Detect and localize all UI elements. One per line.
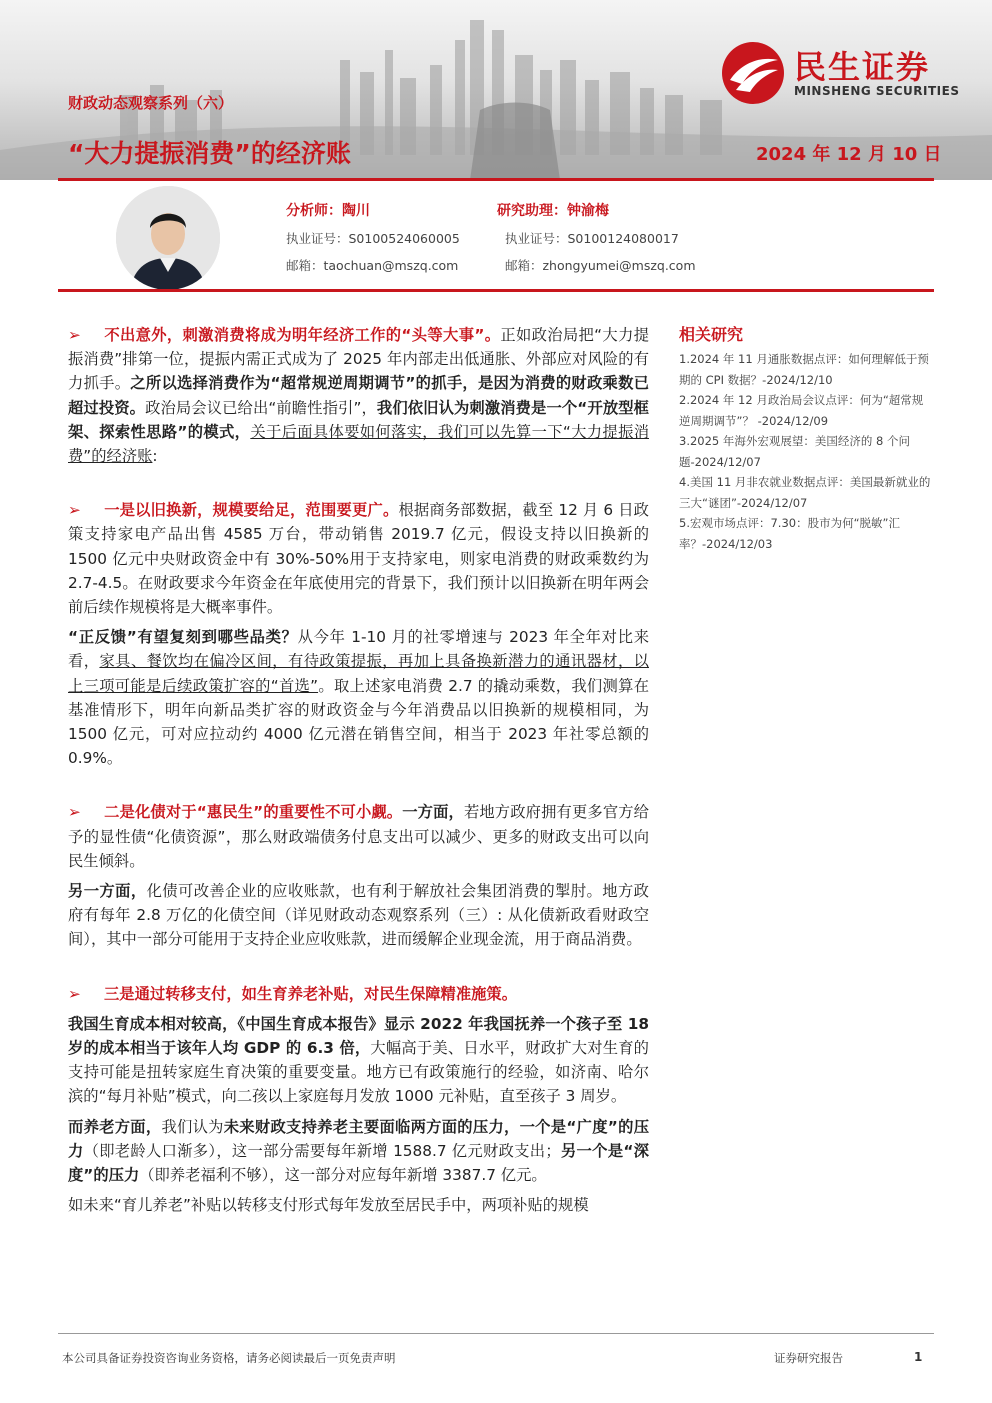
paragraph-4: ➢ 二是化债对于“惠民生”的重要性不可小觑。一方面，若地方政府拥有更多官方给予的显性债“化债资源”，那么财政端债务付息支出可以减少、更多的财政支出可以向民生倾斜。: [68, 800, 649, 873]
report-body: [68, 323, 649, 1224]
assistant-name: 研究助理：钟渝梅: [497, 203, 609, 219]
brand-name-en: MINSHENG SECURITIES: [794, 84, 960, 98]
paragraph-7: 我国生育成本相对较高，《中国生育成本报告》显示 2022 年我国抚养一个孩子至 18 岁的成本相当于该年人均 GDP 的 6.3 倍，大幅高于美、日水平，财政扩大对生育的支持可能是扭转家庭生育决策的重要变量。地方已有政策施行的经验，如济南、哈尔滨的“每月补贴”模式，向二孩以上家庭每月发放 1000 元补贴，直至孩子 3 周岁。: [68, 1014, 649, 1106]
arrow-bullet-icon: ➢: [68, 984, 81, 1003]
analyst-divider: [58, 289, 934, 292]
related-research-item[interactable]: 5.宏观市场点评：7.30：股市为何“脱敏”汇率？-2024/12/03: [679, 516, 900, 551]
analyst-cert: 执业证号：S0100524060005: [286, 231, 460, 246]
arrow-bullet-icon: ➢: [68, 326, 81, 344]
page-number: 1: [914, 1350, 923, 1364]
report-title: “大力提振消费”的经济账: [68, 139, 351, 168]
minsheng-logo: [720, 40, 970, 102]
header-divider: [58, 178, 934, 181]
assistant-info: [497, 200, 696, 283]
paragraph-9: 如未来“育儿养老”补贴以转移支付形式每年发放至居民手中，两项补贴的规模: [68, 1196, 589, 1215]
paragraph-8: 而养老方面，我们认为未来财政支持养老主要面临两方面的压力，一个是“广度”的压力（即老龄人口渐多），这一部分需要每年新增 1588.7 亿元财政支出；另一个是“深度”的压力（即养老福利不够），这一部分对应每年新增 3387.7 亿元。: [68, 1117, 649, 1185]
paragraph-1: ➢ 不出意外，刺激消费将成为明年经济工作的“头等大事”。正如政治局把“大力提振消费”排第一位，提振内需正式成为了 2025 年内部走出低通胀、外部应对风险的有力抓手。之所以选择消费作为“超常规逆周期调节”的抓手，是因为消费的财政乘数已超过投资。政治局会议已给出“前瞻性指引”，我们依旧认为刺激消费是一个“开放型框架、探索性思路”的模式，关于后面具体要如何落实，我们可以先算一下“大力提振消费”的经济账:: [68, 323, 649, 468]
report-date: 2024 年 12 月 10 日: [756, 144, 942, 165]
footer-report-type: 证券研究报告: [774, 1351, 843, 1365]
related-research-item[interactable]: 2.2024 年 12 月政治局会议点评：何为“超常规逆周期调节”？ -2024/12/09: [679, 393, 924, 428]
arrow-bullet-icon: ➢: [68, 803, 81, 822]
footer-disclaimer: 本公司具备证券投资咨询业务资格，请务必阅读最后一页免责声明: [62, 1351, 396, 1365]
analyst-email[interactable]: 邮箱：taochuan@mszq.com: [286, 258, 459, 273]
header-banner: [0, 0, 992, 180]
related-research-item[interactable]: 1.2024 年 11 月通胀数据点评：如何理解低于预期的 CPI 数据？-2024/12/10: [679, 352, 929, 387]
brand-name-cn: 民生证券: [794, 48, 931, 86]
analyst-name: 分析师：陶川: [286, 203, 370, 219]
related-research-heading: 相关研究: [679, 325, 744, 344]
related-research: [679, 322, 934, 554]
related-research-item[interactable]: 4.美国 11 月非农就业数据点评：美国最新就业的三大“谜团”-2024/12/07: [679, 475, 931, 510]
paragraph-2: ➢ 一是以旧换新，规模要给足，范围要更广。根据商务部数据，截至 12 月 6 日政策支持家电产品出售 4585 万台，带动销售 2019.7 亿元，假设支持以旧换新的 1500 亿元中央财政资金中有 30%-50%用于支持家电，则家电消费的财政乘数约为 2.7-4.5。在财政要求今年资金在年底使用完的背景下，我们预计以旧换新在明年两会前后续作规模将是大概率事件。: [68, 498, 649, 619]
paragraph-5: 另一方面，化债可改善企业的应收账款，也有利于解放社会集团消费的掣肘。地方政府有每年 2.8 万亿的化债空间（详见财政动态观察系列（三）: 从化债新政看财政空间），其中一部分可能用于支持企业应收账款，进而缓解企业现金流，用于商品消费。: [68, 882, 649, 949]
paragraph-3: “正反馈”有望复刻到哪些品类？从今年 1-10 月的社零增速与 2023 年全年对比来看，家具、餐饮均在偏冷区间，有待政策提振，再加上具备换新潜力的通讯器材，以上三项可能是后续政策扩容的“首选”。取上述家电消费 2.7 的撬动乘数，我们测算在基准情形下，明年向新品类扩容的财政资金与今年消费品以旧换新的规模相同，为 1500 亿元，可对应拉动约 4000 亿元潜在销售空间，相当于 2023 年社零总额的 0.9%。: [68, 628, 649, 768]
minsheng-logo-icon: [720, 40, 786, 106]
paragraph-6: ➢ 三是通过转移支付，如生育养老补贴，对民生保障精准施策。: [68, 982, 649, 1006]
footer-divider: [58, 1333, 934, 1334]
analyst-photo: [116, 186, 220, 290]
analyst-info: [286, 200, 460, 283]
assistant-cert: 执业证号：S0100124080017: [505, 231, 679, 246]
related-research-item[interactable]: 3.2025 年海外宏观展望：美国经济的 8 个问题-2024/12/07: [679, 434, 911, 469]
assistant-email[interactable]: 邮箱：zhongyumei@mszq.com: [505, 258, 696, 273]
arrow-bullet-icon: ➢: [68, 501, 81, 520]
report-series: 财政动态观察系列（六）: [68, 94, 234, 112]
